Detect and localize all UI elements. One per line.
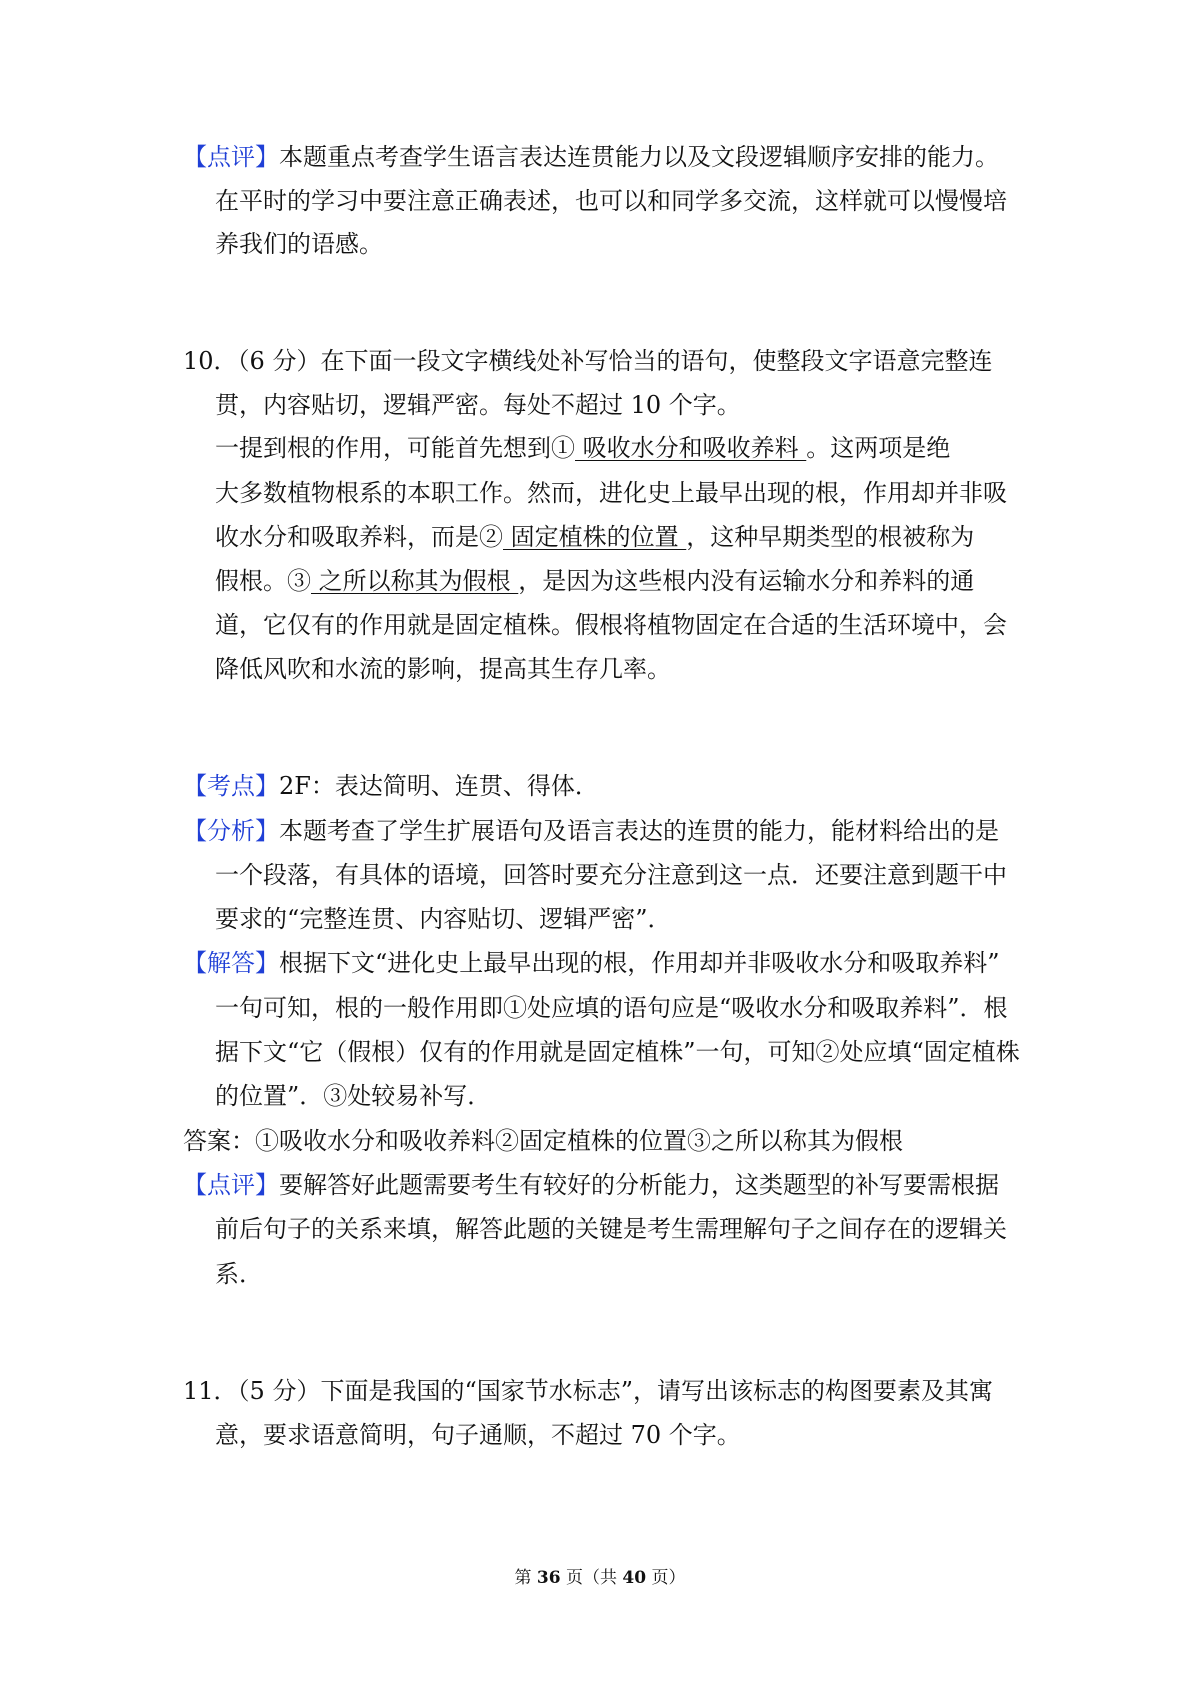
jieda-line-4: 的位置”．③处较易补写． (215, 1082, 492, 1110)
comment2-tag: 【点评】 (183, 1171, 279, 1199)
jieda-line-1 (183, 948, 1000, 978)
passage-text: 一提到根的作用，可能首先想到① (215, 434, 575, 462)
passage-line-1 (215, 433, 950, 463)
passage-text: ，是因为这些根内没有运输水分和养料的通 (518, 567, 975, 595)
blank-3: 之所以称其为假根 (311, 567, 519, 595)
footer-text: 第 (514, 1568, 537, 1588)
comment-text: 本题重点考查学生语言表达连贯能力以及文段逻辑顺序安排的能力。 (279, 143, 999, 171)
jieda-line-2: 一句可知，根的一般作用即①处应填的语句应是“吸收水分和吸取养料”．根 (215, 994, 1008, 1022)
kaodian-tag: 【考点】 (183, 772, 279, 800)
question-number: 11． (183, 1377, 238, 1405)
passage-text: 假根。③ (215, 567, 311, 595)
fenxi-line-2: 一个段落，有具体的语境，回答时要充分注意到这一点．还要注意到题干中 (215, 861, 1007, 889)
comment2-line-3: 系． (215, 1260, 263, 1288)
jieda-text: 根据下文“进化史上最早出现的根，作用却并非吸收水分和吸取养料” (279, 949, 1000, 977)
fenxi-line-1 (183, 816, 999, 846)
passage-text: 。这两项是绝 (806, 434, 951, 462)
passage-text: 收水分和吸取养料，而是② (215, 523, 503, 551)
answer-line: 答案：①吸收水分和吸收养料②固定植株的位置③之所以称其为假根 (183, 1127, 903, 1155)
passage-line-5: 道，它仅有的作用就是固定植株。假根将植物固定在合适的生活环境中，会 (215, 611, 1007, 639)
question-number: 10． (183, 347, 238, 375)
comment-tag: 【点评】 (183, 143, 279, 171)
comment2-line-2: 前后句子的关系来填，解答此题的关键是考生需理解句子之间存在的逻辑关 (215, 1215, 1007, 1243)
passage-line-6: 降低风吹和水流的影响，提高其生存几率。 (215, 655, 671, 683)
fenxi-text: 本题考查了学生扩展语句及语言表达的连贯的能力，能材料给出的是 (279, 817, 999, 845)
comment-line-2: 在平时的学习中要注意正确表述，也可以和同学多交流，这样就可以慢慢培 (215, 187, 1007, 215)
question-11-line-2: 意，要求语意简明，句子通顺，不超过 70 个字。 (215, 1421, 741, 1449)
blank-1: 吸收水分和吸收养料 (575, 434, 807, 462)
passage-line-4 (215, 566, 974, 596)
footer-text: 页（共 (560, 1568, 623, 1588)
footer-text: 页） (646, 1568, 686, 1588)
kaodian-text: 2F：表达简明、连贯、得体． (279, 772, 599, 800)
comment-line-3: 养我们的语感。 (215, 230, 383, 258)
page-footer (0, 1567, 1200, 1589)
comment2-line-1 (183, 1170, 999, 1200)
fenxi-tag: 【分析】 (183, 817, 279, 845)
fenxi-line-3: 要求的“完整连贯、内容贴切、逻辑严密”． (215, 905, 672, 933)
question-10-line-1 (183, 346, 992, 376)
question-text: （5 分）下面是我国的“国家节水标志”，请写出该标志的构图要素及其寓 (237, 1377, 993, 1405)
question-10-line-2: 贯，内容贴切，逻辑严密。每处不超过 10 个字。 (215, 391, 741, 419)
blank-2: 固定植株的位置 (503, 523, 687, 551)
kaodian-line (183, 771, 599, 801)
passage-text: ，这种早期类型的根被称为 (686, 523, 975, 551)
comment2-text: 要解答好此题需要考生有较好的分析能力，这类题型的补写要需根据 (279, 1171, 999, 1199)
total-page-number: 40 (622, 1568, 647, 1588)
passage-line-2: 大多数植物根系的本职工作。然而，进化史上最早出现的根，作用却并非吸 (215, 479, 1007, 507)
current-page-number: 36 (536, 1568, 561, 1588)
jieda-line-3: 据下文“它（假根）仅有的作用就是固定植株”一句，可知②处应填“固定植株 (215, 1038, 1020, 1066)
question-11-line-1 (183, 1376, 993, 1406)
question-text: （6 分）在下面一段文字横线处补写恰当的语句，使整段文字语意完整连 (237, 347, 993, 375)
jieda-tag: 【解答】 (183, 949, 279, 977)
passage-line-3 (215, 522, 974, 552)
comment-line-1 (183, 142, 999, 172)
